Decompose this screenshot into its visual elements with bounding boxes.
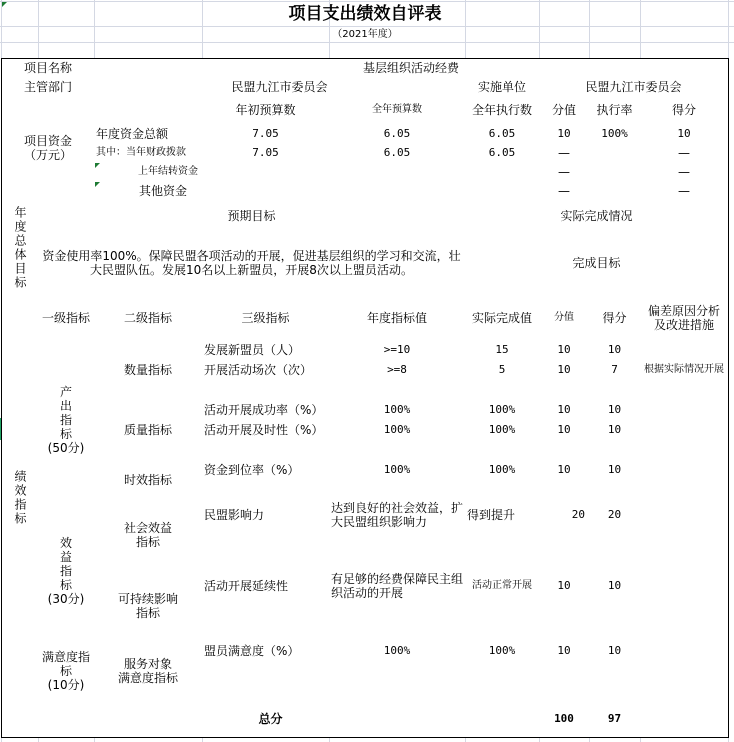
expected-goal-text[interactable]: 资金使用率100%。保障民盟各项活动的开展，促进基层组织的学习和交流，壮大民盟队伍。发展10名以上新盟员，开展8次以上盟员活动。 [38, 231, 466, 296]
funds-row-label: 其中：当年财政拨款 [94, 143, 203, 163]
funds-initial[interactable] [202, 162, 330, 182]
funds-score[interactable]: — [640, 143, 729, 163]
indicator-target[interactable]: >=8 [329, 360, 466, 381]
actual-goal-header: 实际完成情况 [465, 200, 729, 232]
indicator-score[interactable] [589, 550, 641, 571]
total-weight: 100 [539, 701, 590, 738]
expected-goal-header: 预期目标 [38, 200, 466, 232]
level2-sustainable: 可持续影响 指标 [94, 570, 203, 642]
indicator-target[interactable] [329, 530, 466, 551]
indicator-name[interactable]: 开展活动场次（次） [202, 360, 330, 381]
indicator-actual[interactable] [465, 380, 540, 401]
indicator-actual[interactable]: 得到提升 [465, 500, 540, 531]
perf-header-weight: 分值 [539, 295, 590, 341]
funds-initial[interactable]: 7.05 [202, 143, 330, 163]
indicator-note[interactable] [640, 681, 729, 702]
indicator-target[interactable] [329, 380, 466, 401]
funds-header-score: 得分 [640, 96, 729, 125]
funds-rate[interactable] [589, 181, 641, 201]
indicator-score[interactable] [589, 661, 641, 682]
indicator-actual[interactable]: 100% [465, 400, 540, 421]
indicator-score[interactable] [589, 621, 641, 642]
indicator-weight[interactable]: 10 [539, 400, 590, 421]
indicator-name[interactable] [202, 621, 330, 642]
funds-weight[interactable]: — [539, 162, 590, 182]
funds-header-rate: 执行率 [589, 96, 641, 125]
indicator-actual[interactable]: 活动正常开展 [465, 570, 540, 602]
funds-header-executed: 全年执行数 [465, 96, 540, 125]
level1-output: 产 出 指 标 (50分) [38, 340, 95, 501]
indicator-weight[interactable] [539, 440, 590, 461]
indicator-weight[interactable] [539, 380, 590, 401]
indicator-actual[interactable] [465, 661, 540, 682]
dept-label: 主管部门 [1, 77, 95, 97]
indicator-note[interactable] [640, 661, 729, 682]
indicator-weight[interactable]: 10 [539, 360, 590, 381]
indicator-score[interactable] [589, 530, 641, 551]
funds-rate[interactable] [589, 143, 641, 163]
indicator-actual[interactable] [465, 480, 540, 501]
year-subtitle: （2021年度） [332, 28, 398, 40]
cell-comment-marker [95, 182, 100, 187]
level1-satisfaction: 满意度指 标 (10分) [38, 641, 95, 702]
indicator-score[interactable] [589, 480, 641, 501]
indicator-target[interactable]: 达到良好的社会效益，扩大民盟组织影响力 [329, 500, 466, 531]
perf-header-level2: 二级指标 [94, 295, 203, 341]
perf-header-level3: 三级指标 [202, 295, 330, 341]
indicator-note[interactable]: 根据实际情况开展 [640, 360, 729, 381]
indicator-actual[interactable]: 100% [465, 641, 540, 662]
indicator-score[interactable]: 10 [589, 460, 641, 481]
funds-row-label: 年度资金总额 [94, 124, 203, 144]
actual-goal-text[interactable]: 完成目标 [465, 231, 729, 296]
funds-score[interactable]: 10 [640, 124, 729, 144]
perf-header-actual: 实际完成值 [465, 295, 540, 341]
indicator-weight[interactable] [539, 601, 590, 622]
indicator-score[interactable] [589, 440, 641, 461]
funds-rate[interactable]: 100% [589, 124, 641, 144]
indicator-score[interactable]: 10 [589, 400, 641, 421]
indicator-note[interactable] [640, 480, 729, 501]
indicator-weight[interactable] [539, 530, 590, 551]
indicator-score[interactable]: 10 [589, 641, 641, 662]
funds-header-weight: 分值 [539, 96, 590, 125]
level2-quality: 质量指标 [94, 400, 203, 461]
indicator-note[interactable] [640, 400, 729, 421]
indicator-name[interactable]: 活动开展成功率（%） [202, 400, 330, 421]
indicator-name[interactable]: 活动开展及时性（%） [202, 420, 330, 441]
indicator-name[interactable] [202, 380, 330, 401]
indicator-actual[interactable]: 100% [465, 420, 540, 441]
total-label: 总分 [1, 701, 540, 738]
indicator-target[interactable] [329, 621, 466, 642]
indicator-score[interactable]: 7 [589, 360, 641, 381]
indicator-note[interactable] [640, 621, 729, 642]
indicator-name[interactable] [202, 530, 330, 551]
performance-label: 绩效指标 [1, 295, 39, 702]
indicator-actual[interactable] [465, 550, 540, 571]
indicator-note[interactable] [640, 641, 729, 662]
indicator-note[interactable] [640, 570, 729, 602]
perf-header-note: 偏差原因分析 及改进措施 [640, 295, 729, 341]
page-title: 项目支出绩效自评表 [288, 4, 442, 24]
indicator-weight[interactable] [539, 550, 590, 571]
indicator-score[interactable]: 20 [589, 500, 641, 531]
indicator-name[interactable]: 活动开展延续性 [202, 570, 330, 602]
funds-label: 项目资金 （万元） [1, 96, 95, 201]
funds-row-label: 上年结转资金 [94, 162, 203, 182]
dept-value[interactable]: 民盟九江市委员会 [94, 77, 466, 97]
perf-header-target: 年度指标值 [329, 295, 466, 341]
impl-label: 实施单位 [465, 77, 540, 97]
funds-annual[interactable]: 6.05 [329, 124, 466, 144]
indicator-weight[interactable]: 10 [539, 340, 590, 361]
project-name-value[interactable]: 基层组织活动经费 [94, 58, 729, 78]
funds-executed[interactable]: 6.05 [465, 143, 540, 163]
funds-annual[interactable] [329, 162, 466, 182]
indicator-note[interactable] [640, 530, 729, 551]
indicator-score[interactable] [589, 380, 641, 401]
funds-weight[interactable]: — [539, 181, 590, 201]
level2-quantity: 数量指标 [94, 340, 203, 401]
funds-weight[interactable]: — [539, 143, 590, 163]
indicator-score[interactable]: 10 [589, 570, 641, 602]
indicator-target[interactable]: 100% [329, 400, 466, 421]
indicator-target[interactable] [329, 661, 466, 682]
indicator-note[interactable] [640, 340, 729, 361]
indicator-note[interactable] [640, 460, 729, 481]
indicator-target[interactable] [329, 480, 466, 501]
funds-executed[interactable] [465, 181, 540, 201]
indicator-note[interactable] [640, 500, 729, 531]
indicator-name[interactable] [202, 601, 330, 622]
funds-header-initial: 年初预算数 [202, 96, 330, 125]
indicator-name[interactable] [202, 550, 330, 571]
indicator-score[interactable]: 10 [589, 420, 641, 441]
total-note[interactable] [640, 701, 729, 738]
indicator-weight[interactable] [539, 480, 590, 501]
indicator-actual[interactable]: 100% [465, 460, 540, 481]
indicator-target[interactable]: 有足够的经费保障民主组织活动的开展 [329, 570, 466, 602]
indicator-name[interactable] [202, 681, 330, 702]
funds-row-label: 其他资金 [94, 181, 203, 201]
indicator-name[interactable] [202, 661, 330, 682]
level2-service-satisfaction: 服务对象 满意度指标 [94, 641, 203, 702]
indicator-name[interactable]: 民盟影响力 [202, 500, 330, 531]
indicator-note[interactable] [640, 420, 729, 441]
indicator-target[interactable] [329, 601, 466, 622]
impl-value[interactable]: 民盟九江市委员会 [539, 77, 729, 97]
indicator-weight[interactable] [539, 621, 590, 642]
indicator-weight[interactable]: 20 [539, 500, 590, 531]
indicator-weight[interactable] [539, 681, 590, 702]
indicator-weight[interactable]: 10 [539, 641, 590, 662]
cell-comment-marker [95, 163, 100, 168]
indicator-note[interactable] [640, 601, 729, 622]
funds-rate[interactable] [589, 162, 641, 182]
indicator-name[interactable] [202, 480, 330, 501]
indicator-score[interactable] [589, 681, 641, 702]
indicator-actual[interactable] [465, 530, 540, 551]
indicator-weight[interactable] [539, 661, 590, 682]
level1-benefit: 效 益 指 标 (30分) [38, 500, 95, 642]
indicator-target[interactable]: 100% [329, 641, 466, 662]
indicator-weight[interactable]: 10 [539, 460, 590, 481]
indicator-note[interactable] [640, 380, 729, 401]
funds-score[interactable]: — [640, 162, 729, 182]
funds-initial[interactable] [202, 181, 330, 201]
level2-timeliness: 时效指标 [94, 460, 203, 501]
perf-header-score: 得分 [589, 295, 641, 341]
funds-score[interactable]: — [640, 181, 729, 201]
indicator-actual[interactable]: 15 [465, 340, 540, 361]
funds-executed[interactable]: 6.05 [465, 124, 540, 144]
indicator-actual[interactable] [465, 621, 540, 642]
funds-initial[interactable]: 7.05 [202, 124, 330, 144]
indicator-weight[interactable]: 10 [539, 420, 590, 441]
indicator-actual[interactable] [465, 601, 540, 622]
indicator-target[interactable]: 100% [329, 420, 466, 441]
funds-header-blank [94, 96, 203, 125]
indicator-target[interactable] [329, 681, 466, 702]
indicator-weight[interactable]: 10 [539, 570, 590, 602]
funds-annual[interactable]: 6.05 [329, 143, 466, 163]
indicator-name[interactable]: 资金到位率（%） [202, 460, 330, 481]
indicator-target[interactable]: 100% [329, 460, 466, 481]
indicator-name[interactable] [202, 440, 330, 461]
indicator-actual[interactable] [465, 440, 540, 461]
funds-executed[interactable] [465, 162, 540, 182]
indicator-note[interactable] [640, 550, 729, 571]
funds-annual[interactable] [329, 181, 466, 201]
indicator-name[interactable]: 发展新盟员（人） [202, 340, 330, 361]
indicator-note[interactable] [640, 440, 729, 461]
goals-label: 年度总体目标 [1, 200, 39, 296]
funds-weight[interactable]: 10 [539, 124, 590, 144]
level2-social: 社会效益 指标 [94, 500, 203, 571]
project-name-label: 项目名称 [1, 58, 95, 78]
total-score: 97 [589, 701, 641, 738]
indicator-actual[interactable]: 5 [465, 360, 540, 381]
perf-header-level1: 一级指标 [38, 295, 95, 341]
indicator-target[interactable]: >=10 [329, 340, 466, 361]
indicator-target[interactable] [329, 440, 466, 461]
indicator-name[interactable]: 盟员满意度（%） [202, 641, 330, 662]
indicator-actual[interactable] [465, 681, 540, 702]
indicator-target[interactable] [329, 550, 466, 571]
indicator-score[interactable] [589, 601, 641, 622]
funds-header-annual: 全年预算数 [329, 96, 466, 125]
indicator-score[interactable]: 10 [589, 340, 641, 361]
